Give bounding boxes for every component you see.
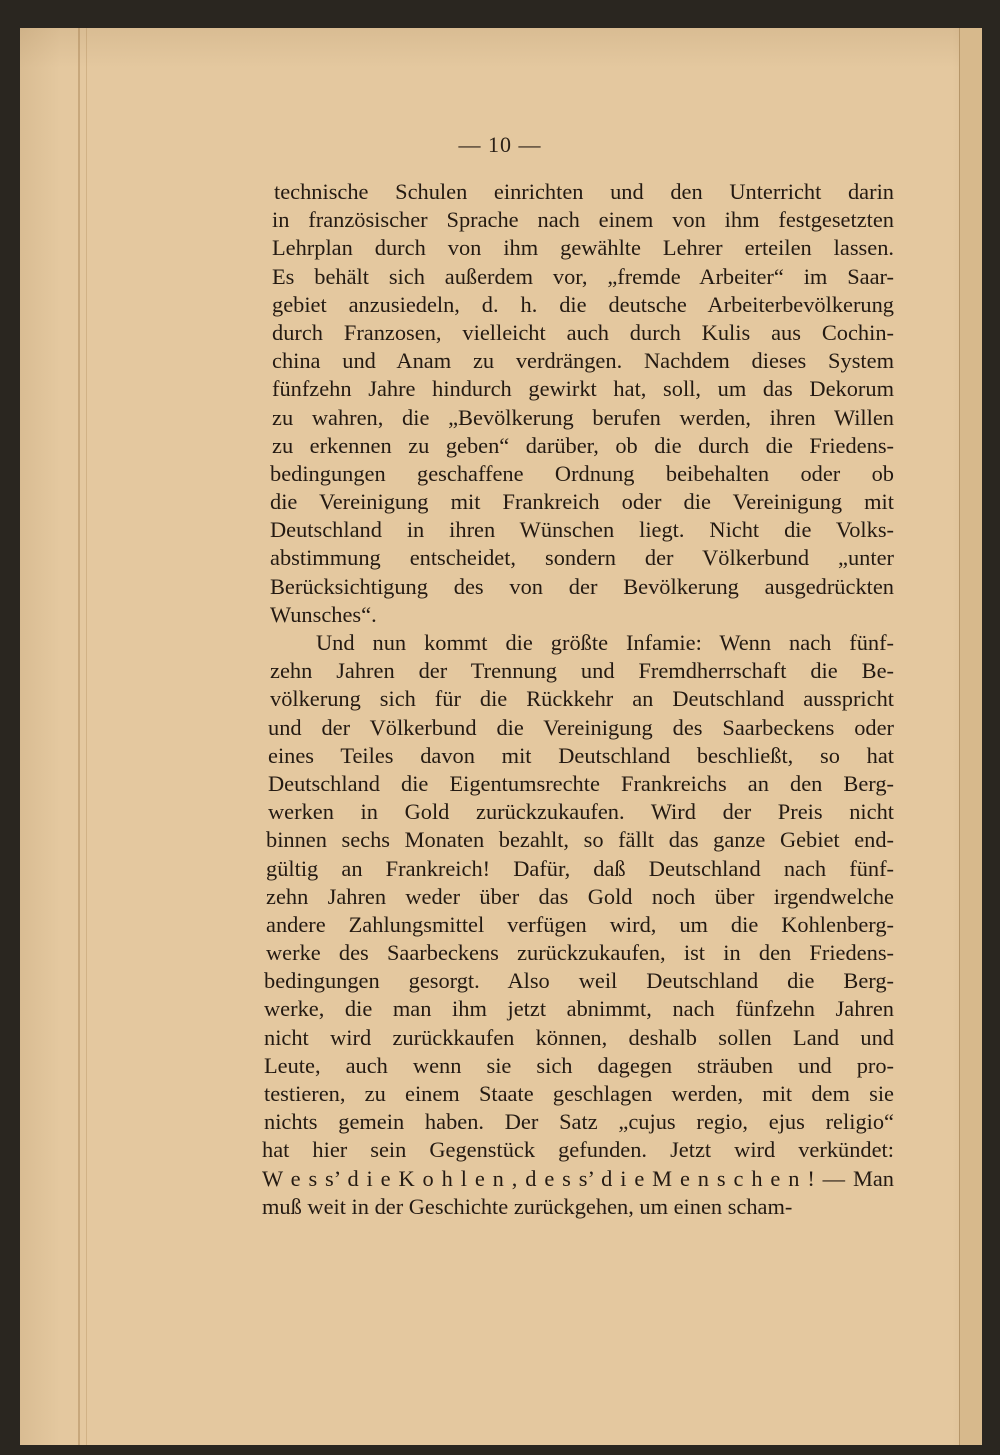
text-line: zu wahren, die „Bevölkerung berufen werden, ihren Willen xyxy=(272,404,894,430)
text-line: nicht wird zurückkaufen können, deshalb sollen Land und xyxy=(264,1024,894,1050)
text-line: muß weit in der Geschichte zurückgehen, um einen scham- xyxy=(262,1193,793,1219)
text-line: binnen sechs Monaten bezahlt, so fällt das ganze Gebiet end- xyxy=(266,827,894,853)
text-line: abstimmung entscheidet, sondern der Völkerbund „unter xyxy=(270,545,894,571)
text-line: bedingungen gesorgt. Also weil Deutschland die Berg- xyxy=(264,968,894,994)
text-line: bedingungen geschaffene Ordnung beibehalten oder ob xyxy=(270,460,894,486)
text-line: durch Franzosen, vielleicht auch durch Kulis aus Cochin- xyxy=(272,319,894,345)
text-line: gebiet anzusiedeln, d. h. die deutsche Arbeiterbevölkerung xyxy=(272,291,894,317)
text-line: völkerung sich für die Rückkehr an Deutschland ausspricht xyxy=(270,686,894,712)
text-line: Leute, auch wenn sie sich dagegen sträuben und pro- xyxy=(264,1052,894,1078)
page-gutter-line xyxy=(86,28,87,1445)
page-gutter-line xyxy=(78,28,80,1445)
text-line: nichts gemein haben. Der Satz „cujus regio, ejus religio“ xyxy=(264,1109,894,1135)
text-line: werken in Gold zurückzukaufen. Wird der Preis nicht xyxy=(268,799,894,825)
paragraph xyxy=(262,629,894,1221)
text-line: die Vereinigung mit Frankreich oder die Vereinigung mit xyxy=(270,489,894,515)
text-line: und der Völkerbund die Vereinigung des Saarbeckens oder xyxy=(268,714,894,740)
text-line: Deutschland die Eigentumsrechte Frankreichs an den Berg- xyxy=(268,770,894,796)
text-line: china und Anam zu verdrängen. Nachdem dieses System xyxy=(272,348,894,374)
body-text xyxy=(262,178,894,1221)
page-number: — 10 — xyxy=(458,132,542,157)
page-edge xyxy=(959,28,982,1445)
text-line: Und nun kommt die größte Infamie: Wenn nach fünf- xyxy=(316,630,894,655)
text-line: W e s s’ d i e K o h l e n , d e s s’ d i e M e n s c h e n ! — Man xyxy=(262,1165,894,1191)
text-line: eines Teiles davon mit Deutschland beschließt, so hat xyxy=(268,742,894,768)
text-line: Es behält sich außerdem vor, „fremde Arbeiter“ im Saar- xyxy=(272,263,894,289)
text-line: gültig an Frankreich! Dafür, daß Deutschland nach fünf- xyxy=(266,855,894,881)
paragraph xyxy=(262,178,894,629)
text-line: zehn Jahren weder über das Gold noch über irgendwelche xyxy=(266,883,894,909)
text-line: zu erkennen zu geben“ darüber, ob die durch die Friedens- xyxy=(272,432,894,458)
text-line: werke, die man ihm jetzt abnimmt, nach fünfzehn Jahren xyxy=(264,996,894,1022)
text-line: testieren, zu einem Staate geschlagen werden, mit dem sie xyxy=(264,1081,894,1106)
text-line: werke des Saarbeckens zurückzukaufen, ist in den Friedens- xyxy=(266,940,894,966)
text-line: Berücksichtigung des von der Bevölkerung ausgedrückten xyxy=(270,573,894,599)
text-line: Deutschland in ihren Wünschen liegt. Nicht die Volks- xyxy=(270,517,894,543)
text-line: fünfzehn Jahre hindurch gewirkt hat, soll, um das Dekorum xyxy=(272,376,894,402)
text-line: Wunsches“. xyxy=(270,601,377,627)
text-line: Lehrplan durch von ihm gewählte Lehrer erteilen lassen. xyxy=(272,235,894,261)
text-line: hat hier sein Gegenstück gefunden. Jetzt wird verkündet: xyxy=(262,1137,894,1163)
text-line: andere Zahlungsmittel verfügen wird, um die Kohlenberg- xyxy=(266,911,894,937)
text-line: technische Schulen einrichten und den Unterricht darin xyxy=(274,179,894,204)
text-line: zehn Jahren der Trennung und Fremdherrschaft die Be- xyxy=(270,658,894,684)
text-line: in französischer Sprache nach einem von ihm festgesetzten xyxy=(272,207,894,233)
